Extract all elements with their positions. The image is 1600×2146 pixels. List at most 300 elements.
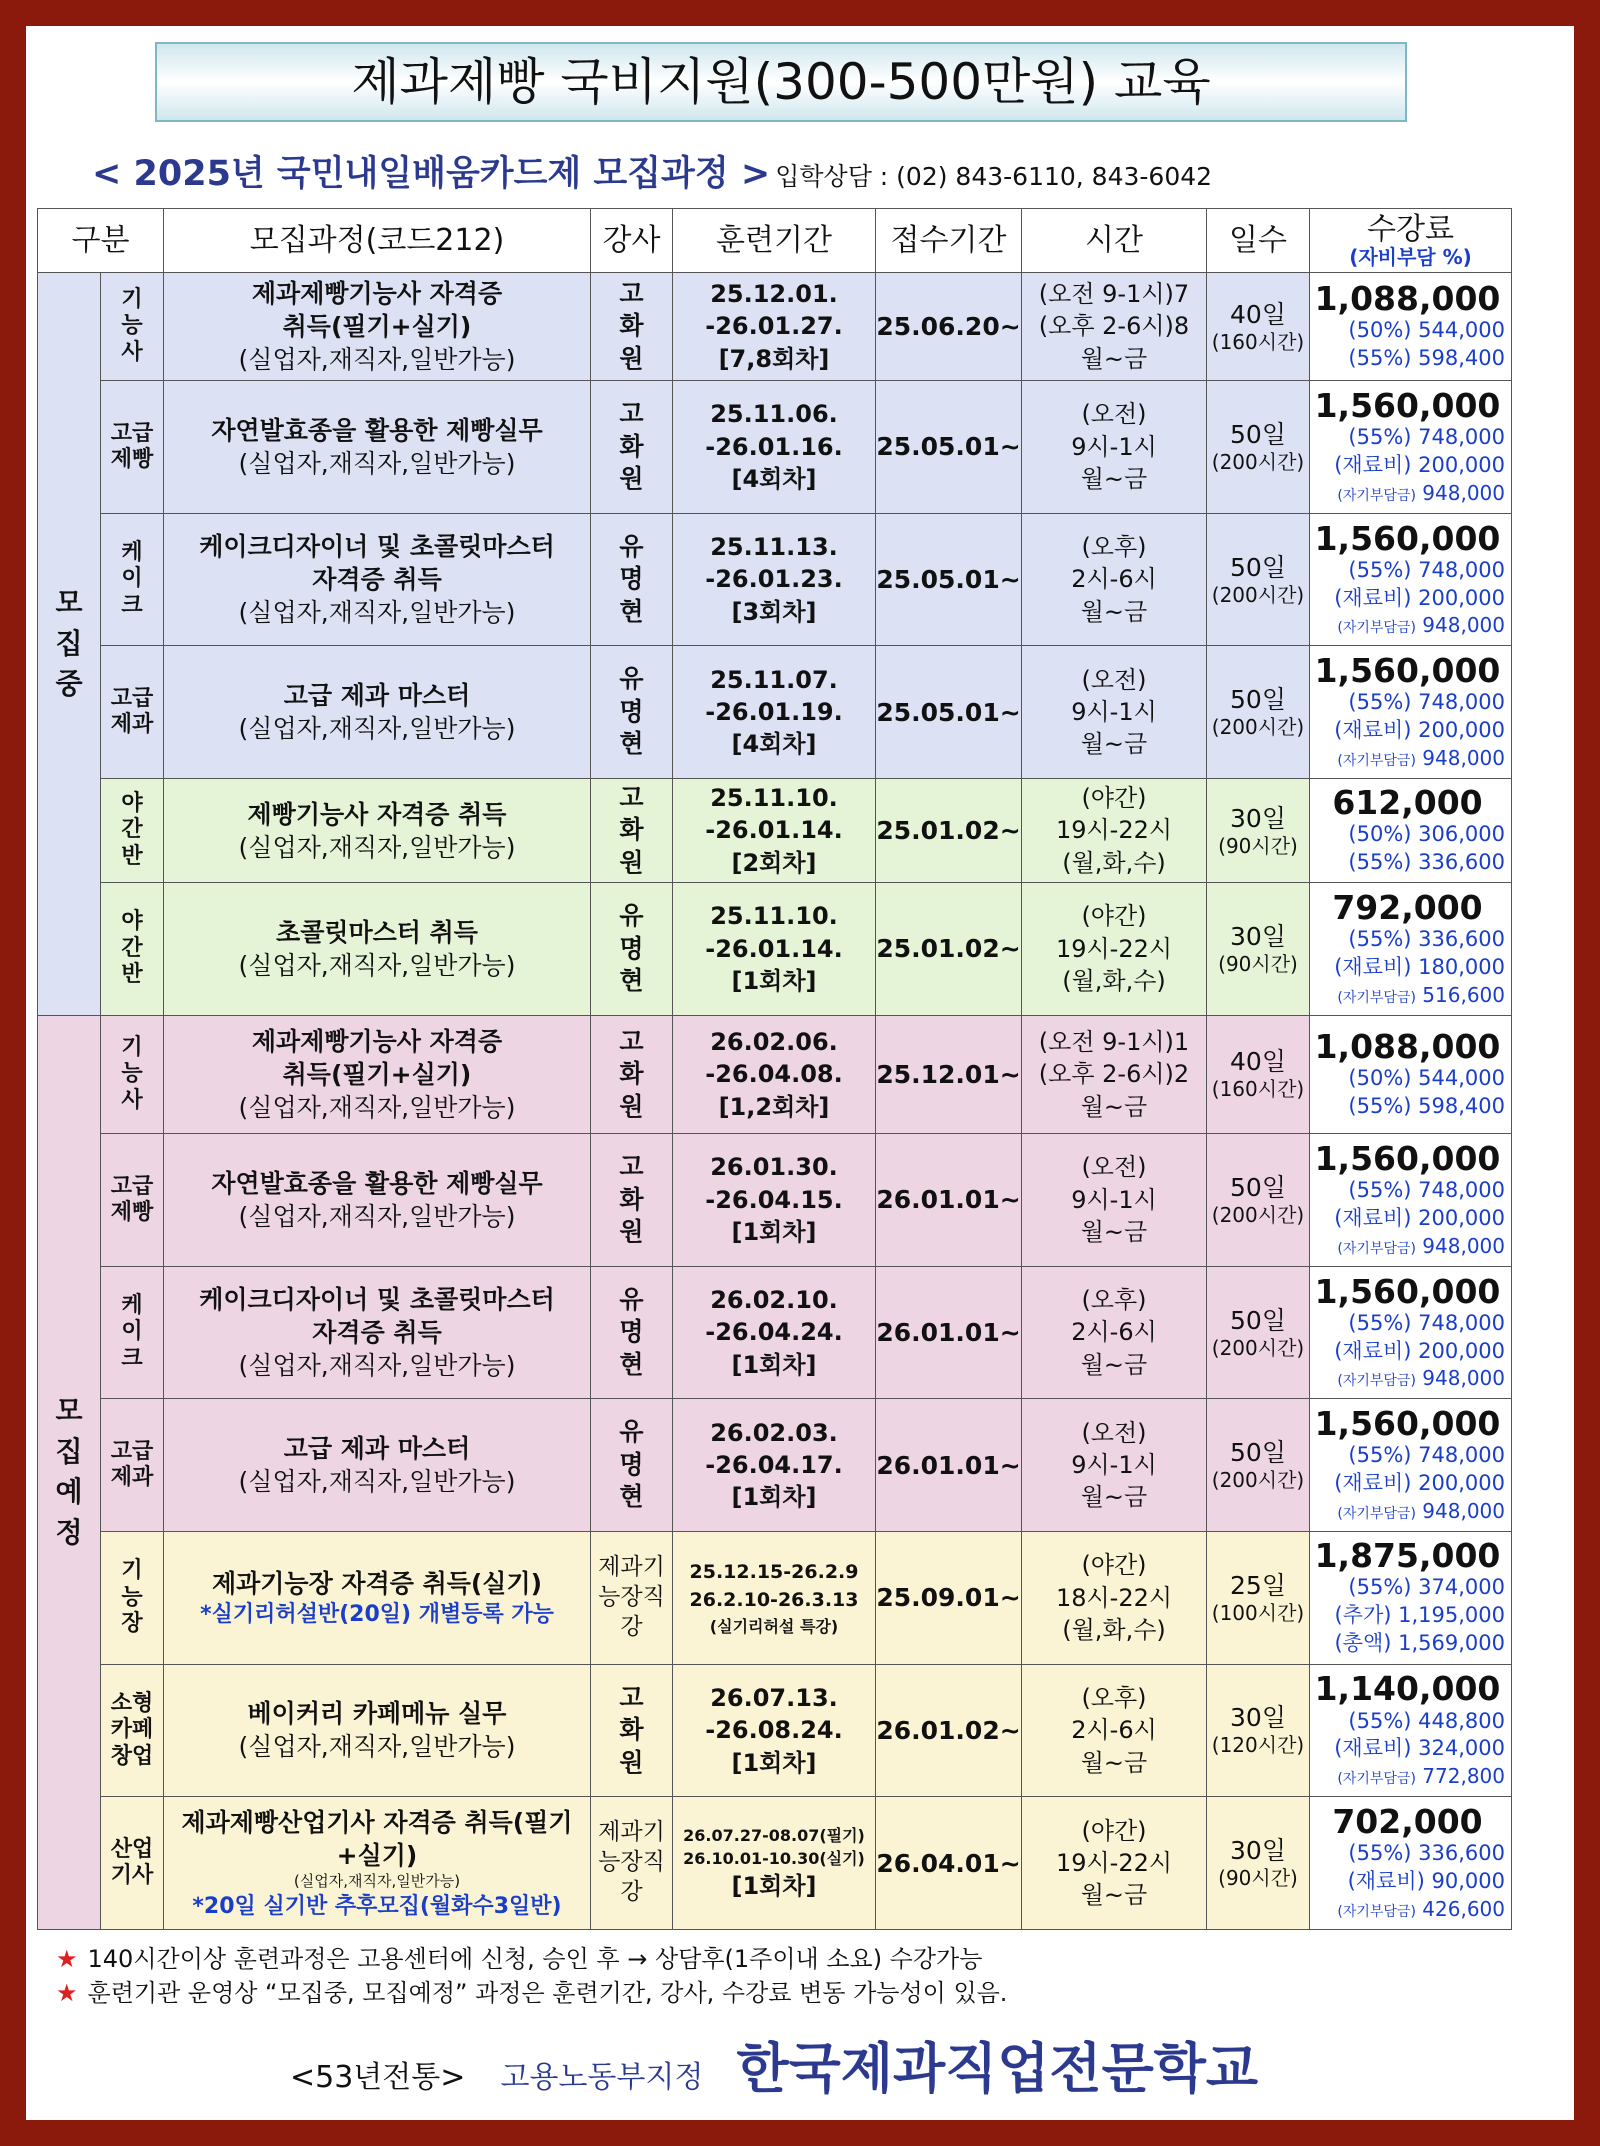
table-row xyxy=(38,883,1512,1016)
group-open xyxy=(38,273,101,1016)
fee-self-tag: (자기부담금) xyxy=(1337,1373,1416,1390)
course-note: *실기리허설반(20일) 개별등록 가능 xyxy=(200,1601,554,1627)
note-text: 훈련기관 운영상 “모집중, 모집예정” 과정은 훈련기간, 강사, 수강료 변동 가능성이 있음. xyxy=(87,1979,1008,2007)
fee-total: 612,000 xyxy=(1332,782,1483,822)
course-category-label: 소형카페창업 xyxy=(110,1690,154,1769)
course-category xyxy=(101,1266,164,1399)
time-line: 9시-1시 xyxy=(1071,698,1157,727)
fee-self-pay xyxy=(1310,1365,1505,1391)
course-category xyxy=(101,1797,164,1930)
fee-line: (재료비) 324,000 xyxy=(1334,1736,1505,1761)
period-line: 26.2.10-26.3.13 xyxy=(689,1589,859,1612)
hours-count: (200시간) xyxy=(1211,449,1305,474)
training-period xyxy=(673,1664,876,1797)
time-line: 월~금 xyxy=(1080,1483,1148,1512)
course-line: (실업자,재직자,일반가능) xyxy=(238,448,516,478)
class-time xyxy=(1022,273,1207,381)
course-line: (실업자,재직자,일반가능) xyxy=(238,598,516,628)
training-period xyxy=(673,646,876,779)
days-count: 50일 xyxy=(1230,1172,1286,1202)
time-line: (야간) xyxy=(1081,1551,1147,1580)
fee-self-pay xyxy=(1310,745,1505,771)
class-time xyxy=(1022,381,1207,514)
course-category-label: 고급제빵 xyxy=(110,420,154,472)
instructor-name: 고화원 xyxy=(619,782,644,877)
fee-total: 1,140,000 xyxy=(1314,1669,1501,1709)
time-line: (오후) xyxy=(1081,1285,1147,1314)
fee-self-tag: (자기부담금) xyxy=(1337,1240,1416,1257)
fee-total: 1,088,000 xyxy=(1314,1026,1501,1066)
tuition-fee xyxy=(1310,646,1512,779)
period-line: 26.01.30. xyxy=(710,1153,838,1182)
hours-count: (90시간) xyxy=(1218,951,1298,976)
course-name xyxy=(164,381,591,514)
period-line: [4회차] xyxy=(731,730,817,759)
course-category-label: 기능사 xyxy=(121,286,143,365)
receipt-period: 25.09.01~ xyxy=(876,1532,1022,1665)
time-line: 월~금 xyxy=(1080,1881,1148,1910)
training-period xyxy=(673,1532,876,1665)
fee-line: (50%) 544,000 xyxy=(1348,1065,1505,1090)
hours-count: (160시간) xyxy=(1211,329,1305,354)
table-row xyxy=(38,1797,1512,1930)
training-period xyxy=(673,381,876,514)
period-line: 25.11.07. xyxy=(710,665,838,694)
time-line: (오전 9-1시)7 xyxy=(1038,279,1190,308)
table-row xyxy=(38,1532,1512,1665)
class-time xyxy=(1022,1532,1207,1665)
table-row xyxy=(38,273,1512,381)
period-line: 26.02.06. xyxy=(710,1027,838,1056)
table-row xyxy=(38,381,1512,514)
fee-line: (55%) 336,600 xyxy=(1348,1841,1505,1866)
fee-line: (총액) 1,569,000 xyxy=(1334,1630,1505,1655)
header-fee xyxy=(1310,209,1512,273)
course-line: 베이커리 카페메뉴 실무 xyxy=(247,1699,507,1729)
receipt-period: 25.01.02~ xyxy=(876,779,1022,883)
class-time xyxy=(1022,1015,1207,1133)
time-line: 월~금 xyxy=(1080,597,1148,626)
training-days xyxy=(1207,1134,1310,1267)
time-line: 월~금 xyxy=(1080,465,1148,494)
instructor xyxy=(591,273,673,381)
class-time xyxy=(1022,513,1207,646)
time-line: (오전) xyxy=(1081,665,1147,694)
fee-self-pay xyxy=(1310,982,1505,1008)
time-line: (오후 2-6시)8 xyxy=(1038,312,1190,341)
period-line: -26.04.15. xyxy=(705,1185,843,1214)
header-period: 훈련기간 xyxy=(673,209,876,273)
time-line: 월~금 xyxy=(1080,1218,1148,1247)
table-row xyxy=(38,1015,1512,1133)
course-name xyxy=(164,513,591,646)
header-time: 시간 xyxy=(1022,209,1207,273)
hours-count: (200시간) xyxy=(1211,1202,1305,1227)
note-text: 140시간이상 훈련과정은 고용센터에 신청, 승인 후 → 상담후(1주이내 소요) 수강가능 xyxy=(87,1945,983,1973)
fee-line: (55%) 598,400 xyxy=(1348,345,1505,370)
instructor-name: 제과기능장직강 xyxy=(598,1554,665,1640)
receipt-period: 26.01.01~ xyxy=(876,1399,1022,1532)
time-line: 월~금 xyxy=(1080,344,1148,373)
tuition-fee xyxy=(1310,1664,1512,1797)
fee-line: (재료비) 200,000 xyxy=(1334,452,1505,477)
fee-total: 1,875,000 xyxy=(1314,1536,1501,1576)
days-count: 40일 xyxy=(1230,1047,1286,1077)
header-fee-sub: (자비부담 %) xyxy=(1349,245,1472,269)
fee-line: (55%) 748,000 xyxy=(1348,690,1505,715)
course-line: 취득(필기+실기) xyxy=(282,1059,472,1089)
time-line: (오전) xyxy=(1081,1153,1147,1182)
time-line: (오전 9-1시)1 xyxy=(1038,1027,1190,1056)
course-line: 초콜릿마스터 취득 xyxy=(276,917,478,947)
course-category xyxy=(101,646,164,779)
course-line: 자격증 취득 xyxy=(312,565,442,595)
course-note: *20일 실기반 추후모집(월화수3일반) xyxy=(192,1893,562,1919)
table-row xyxy=(38,1399,1512,1532)
receipt-period: 25.01.02~ xyxy=(876,883,1022,1016)
course-eligibility: (실업자,재직자,일반가능) xyxy=(293,1871,461,1890)
fee-line: (55%) 374,000 xyxy=(1348,1575,1505,1600)
training-period xyxy=(673,1015,876,1133)
course-name xyxy=(164,646,591,779)
instructor xyxy=(591,1797,673,1930)
course-category xyxy=(101,883,164,1016)
period-line: [1회차] xyxy=(731,1483,817,1512)
fee-self-value: 426,600 xyxy=(1422,1896,1505,1921)
time-line: (오후) xyxy=(1081,1683,1147,1712)
course-category-label: 고급제빵 xyxy=(110,1173,154,1225)
course-line: 제과제빵기능사 자격증 xyxy=(251,1026,503,1056)
course-category-label: 기능장 xyxy=(121,1558,143,1637)
training-days xyxy=(1207,883,1310,1016)
fee-self-value: 948,000 xyxy=(1422,745,1505,770)
days-count: 25일 xyxy=(1230,1570,1286,1600)
course-name xyxy=(164,1532,591,1665)
class-time xyxy=(1022,1266,1207,1399)
footer-tradition: <53년전통> xyxy=(290,2060,466,2095)
course-category xyxy=(101,1532,164,1665)
fee-self-tag: (자기부담금) xyxy=(1337,1505,1416,1522)
training-days xyxy=(1207,1266,1310,1399)
course-name xyxy=(164,1399,591,1532)
tuition-fee xyxy=(1310,1134,1512,1267)
fee-line: (재료비) 180,000 xyxy=(1334,954,1505,979)
training-days xyxy=(1207,1797,1310,1930)
days-count: 50일 xyxy=(1230,1438,1286,1468)
fee-line: (재료비) 200,000 xyxy=(1334,585,1505,610)
instructor xyxy=(591,513,673,646)
table-row xyxy=(38,1664,1512,1797)
course-line: (실업자,재직자,일반가능) xyxy=(238,1732,516,1762)
fee-line: (재료비) 200,000 xyxy=(1334,718,1505,743)
time-line: 월~금 xyxy=(1080,1748,1148,1777)
hours-count: (120시간) xyxy=(1211,1733,1305,1758)
tuition-fee xyxy=(1310,381,1512,514)
fee-line: (55%) 448,800 xyxy=(1348,1708,1505,1733)
group-planned xyxy=(38,1015,101,1929)
instructor xyxy=(591,1266,673,1399)
training-period xyxy=(673,273,876,381)
training-period xyxy=(673,779,876,883)
tuition-fee xyxy=(1310,779,1512,883)
tuition-fee xyxy=(1310,1399,1512,1532)
class-time xyxy=(1022,646,1207,779)
receipt-period: 25.12.01~ xyxy=(876,1015,1022,1133)
fee-line: (55%) 748,000 xyxy=(1348,1178,1505,1203)
course-name xyxy=(164,1134,591,1267)
period-note: (실기리허설 특강) xyxy=(709,1616,839,1636)
fee-self-pay xyxy=(1310,612,1505,638)
course-category-label: 케이크 xyxy=(121,1292,143,1371)
course-line: 고급 제과 마스터 xyxy=(283,681,471,711)
fee-self-pay xyxy=(1310,1498,1505,1524)
fee-total: 1,560,000 xyxy=(1314,518,1501,558)
training-period xyxy=(673,1399,876,1532)
course-name xyxy=(164,779,591,883)
period-line: [3회차] xyxy=(731,597,817,626)
header-instructor: 강사 xyxy=(591,209,673,273)
hours-count: (200시간) xyxy=(1211,715,1305,740)
page-title: 제과제빵 국비지원(300-500만원) 교육 xyxy=(155,42,1407,122)
course-category-label: 산업기사 xyxy=(110,1836,154,1889)
training-days xyxy=(1207,513,1310,646)
fee-self-value: 772,800 xyxy=(1422,1764,1505,1789)
instructor-name: 유명현 xyxy=(619,664,644,759)
period-line: 26.10.01-10.30(실기) xyxy=(683,1848,865,1868)
subtitle-row xyxy=(92,146,1492,196)
course-name xyxy=(164,1664,591,1797)
period-line: 26.07.27-08.07(필기) xyxy=(683,1825,865,1845)
consult-phone: 입학상담 : (02) 843-6110, 843-6042 xyxy=(775,162,1213,191)
instructor xyxy=(591,1134,673,1267)
receipt-period: 25.05.01~ xyxy=(876,646,1022,779)
footer-school-name: 한국제과직업전문학교 xyxy=(736,2037,1259,2100)
receipt-period: 26.01.01~ xyxy=(876,1134,1022,1267)
recruitment-subtitle: < 2025년 국민내일배움카드제 모집과정 > xyxy=(92,154,771,194)
training-period xyxy=(673,1797,876,1930)
course-line: 취득(필기+실기) xyxy=(282,312,472,342)
class-time xyxy=(1022,883,1207,1016)
time-line: 9시-1시 xyxy=(1071,1451,1157,1480)
header-group: 구분 xyxy=(38,209,164,273)
course-name xyxy=(164,1015,591,1133)
training-days xyxy=(1207,779,1310,883)
course-line: (실업자,재직자,일반가능) xyxy=(238,1351,516,1381)
instructor-name: 고화원 xyxy=(619,278,644,373)
period-line: -26.01.23. xyxy=(705,565,843,594)
course-name xyxy=(164,1797,591,1930)
course-category xyxy=(101,1664,164,1797)
course-line: 자격증 취득 xyxy=(312,1318,442,1348)
time-line: (월,화,수) xyxy=(1062,1616,1166,1645)
period-line: [2회차] xyxy=(731,848,817,877)
days-count: 30일 xyxy=(1230,1836,1286,1866)
class-time xyxy=(1022,1664,1207,1797)
course-category xyxy=(101,1134,164,1267)
training-period xyxy=(673,1134,876,1267)
period-line: -26.04.08. xyxy=(705,1060,843,1089)
header-days: 일수 xyxy=(1207,209,1310,273)
fee-self-tag: (자기부담금) xyxy=(1337,1771,1416,1788)
instructor xyxy=(591,646,673,779)
time-line: 19시-22시 xyxy=(1055,816,1173,845)
header-receipt: 접수기간 xyxy=(876,209,1022,273)
course-category-label: 고급제과 xyxy=(110,1438,154,1491)
course-category xyxy=(101,513,164,646)
course-line: 제과제빵기능사 자격증 xyxy=(251,279,503,309)
fee-line: (재료비) 90,000 xyxy=(1347,1869,1505,1894)
training-days xyxy=(1207,273,1310,381)
days-count: 30일 xyxy=(1230,803,1286,833)
days-count: 50일 xyxy=(1230,552,1286,582)
hours-count: (90시간) xyxy=(1218,833,1298,858)
course-line: 케이크디자이너 및 초콜릿마스터 xyxy=(199,1285,555,1315)
instructor xyxy=(591,779,673,883)
fee-line: (재료비) 200,000 xyxy=(1334,1338,1505,1363)
fee-self-tag: (자기부담금) xyxy=(1337,1903,1416,1920)
instructor xyxy=(591,1015,673,1133)
tuition-fee xyxy=(1310,1532,1512,1665)
period-line: 25.11.10. xyxy=(710,902,838,931)
period-line: -26.01.16. xyxy=(705,432,843,461)
course-category xyxy=(101,381,164,514)
time-line: 월~금 xyxy=(1080,1350,1148,1379)
table-row xyxy=(38,646,1512,779)
period-line: [4회차] xyxy=(731,465,817,494)
time-line: (월,화,수) xyxy=(1062,967,1166,996)
receipt-period: 25.05.01~ xyxy=(876,381,1022,514)
fee-line: (55%) 748,000 xyxy=(1348,1310,1505,1335)
period-line: -26.04.17. xyxy=(705,1451,843,1480)
group-label: 모집예정 xyxy=(55,1394,83,1549)
course-line: (실업자,재직자,일반가능) xyxy=(238,1467,516,1497)
period-line: -26.01.27. xyxy=(705,312,843,341)
instructor xyxy=(591,883,673,1016)
fee-self-tag: (자기부담금) xyxy=(1337,989,1416,1006)
time-line: (오전) xyxy=(1081,400,1147,429)
fee-self-tag: (자기부담금) xyxy=(1337,487,1416,504)
training-days xyxy=(1207,1532,1310,1665)
course-name xyxy=(164,883,591,1016)
fee-total: 1,560,000 xyxy=(1314,1271,1501,1311)
period-line: 25.12.01. xyxy=(710,279,838,308)
receipt-period: 26.01.02~ xyxy=(876,1664,1022,1797)
receipt-period: 25.06.20~ xyxy=(876,273,1022,381)
course-category xyxy=(101,779,164,883)
period-line: -26.08.24. xyxy=(705,1716,843,1745)
instructor-name: 유명현 xyxy=(619,1284,644,1379)
receipt-period: 25.05.01~ xyxy=(876,513,1022,646)
tuition-fee xyxy=(1310,273,1512,381)
hours-count: (200시간) xyxy=(1211,1468,1305,1493)
tuition-fee xyxy=(1310,1797,1512,1930)
fee-self-pay xyxy=(1310,480,1505,506)
instructor xyxy=(591,1664,673,1797)
time-line: (오후) xyxy=(1081,533,1147,562)
tuition-fee xyxy=(1310,1015,1512,1133)
instructor-name: 유명현 xyxy=(619,531,644,626)
course-schedule-table xyxy=(37,208,1512,1930)
fee-self-pay xyxy=(1310,1233,1505,1259)
hours-count: (200시간) xyxy=(1211,582,1305,607)
instructor-name: 고화원 xyxy=(619,1026,644,1121)
course-category-label: 기능사 xyxy=(121,1034,143,1113)
training-days xyxy=(1207,1664,1310,1797)
course-line: (실업자,재직자,일반가능) xyxy=(238,1092,516,1122)
course-line: 고급 제과 마스터 xyxy=(283,1434,471,1464)
time-line: 18시-22시 xyxy=(1055,1583,1173,1612)
period-line: 26.02.03. xyxy=(710,1418,838,1447)
period-line: -26.01.19. xyxy=(705,698,843,727)
period-line: 26.07.13. xyxy=(710,1683,838,1712)
fee-line: (55%) 748,000 xyxy=(1348,1443,1505,1468)
training-days xyxy=(1207,381,1310,514)
time-line: 9시-1시 xyxy=(1071,1185,1157,1214)
fee-line: (50%) 544,000 xyxy=(1348,318,1505,342)
fee-line: (재료비) 200,000 xyxy=(1334,1471,1505,1496)
fee-self-value: 948,000 xyxy=(1422,613,1505,638)
training-period xyxy=(673,1266,876,1399)
period-line: 25.12.15-26.2.9 xyxy=(689,1560,859,1583)
time-line: 19시-22시 xyxy=(1055,934,1173,963)
fee-self-pay xyxy=(1310,1896,1505,1922)
course-category-label: 고급제과 xyxy=(110,685,154,738)
period-line: [1회차] xyxy=(731,1748,817,1777)
period-line: [1회차] xyxy=(731,1218,817,1247)
period-line: [7,8회차] xyxy=(718,344,830,373)
course-line: (실업자,재직자,일반가능) xyxy=(238,345,516,375)
course-rows xyxy=(38,273,1512,1930)
period-line: 26.02.10. xyxy=(710,1285,838,1314)
fee-self-pay xyxy=(1310,1763,1505,1789)
table-row xyxy=(38,779,1512,883)
hours-count: (90시간) xyxy=(1218,1866,1298,1891)
group-label: 모집중 xyxy=(55,585,83,701)
course-line: (실업자,재직자,일반가능) xyxy=(238,950,516,980)
fee-line: (추가) 1,195,000 xyxy=(1334,1603,1505,1628)
fee-line: (55%) 598,400 xyxy=(1348,1093,1505,1118)
course-category xyxy=(101,1399,164,1532)
class-time xyxy=(1022,1134,1207,1267)
fee-line: (55%) 748,000 xyxy=(1348,425,1505,450)
footer-certification: 고용노동부지정 xyxy=(500,2060,704,2095)
time-line: (야간) xyxy=(1081,1816,1147,1845)
time-line: 2시-6시 xyxy=(1071,1318,1157,1347)
days-count: 40일 xyxy=(1230,299,1286,329)
table-row xyxy=(38,1134,1512,1267)
training-period xyxy=(673,883,876,1016)
fee-self-value: 948,000 xyxy=(1422,1366,1505,1391)
fee-total: 792,000 xyxy=(1332,887,1483,927)
period-line: -26.01.14. xyxy=(705,816,843,845)
receipt-period: 26.01.01~ xyxy=(876,1266,1022,1399)
star-icon: ★ xyxy=(56,1945,78,1973)
tuition-fee xyxy=(1310,1266,1512,1399)
table-row xyxy=(38,1266,1512,1399)
course-line: (실업자,재직자,일반가능) xyxy=(238,832,516,862)
fee-total: 1,560,000 xyxy=(1314,651,1501,691)
instructor-name: 고화원 xyxy=(619,399,644,494)
training-days xyxy=(1207,646,1310,779)
time-line: (오후 2-6시)2 xyxy=(1038,1060,1190,1089)
fee-self-tag: (자기부담금) xyxy=(1337,620,1416,637)
fee-line: (50%) 306,000 xyxy=(1348,822,1505,847)
star-icon: ★ xyxy=(56,1979,78,2007)
tuition-fee xyxy=(1310,883,1512,1016)
training-period xyxy=(673,513,876,646)
fee-self-value: 516,600 xyxy=(1422,982,1505,1007)
instructor xyxy=(591,381,673,514)
